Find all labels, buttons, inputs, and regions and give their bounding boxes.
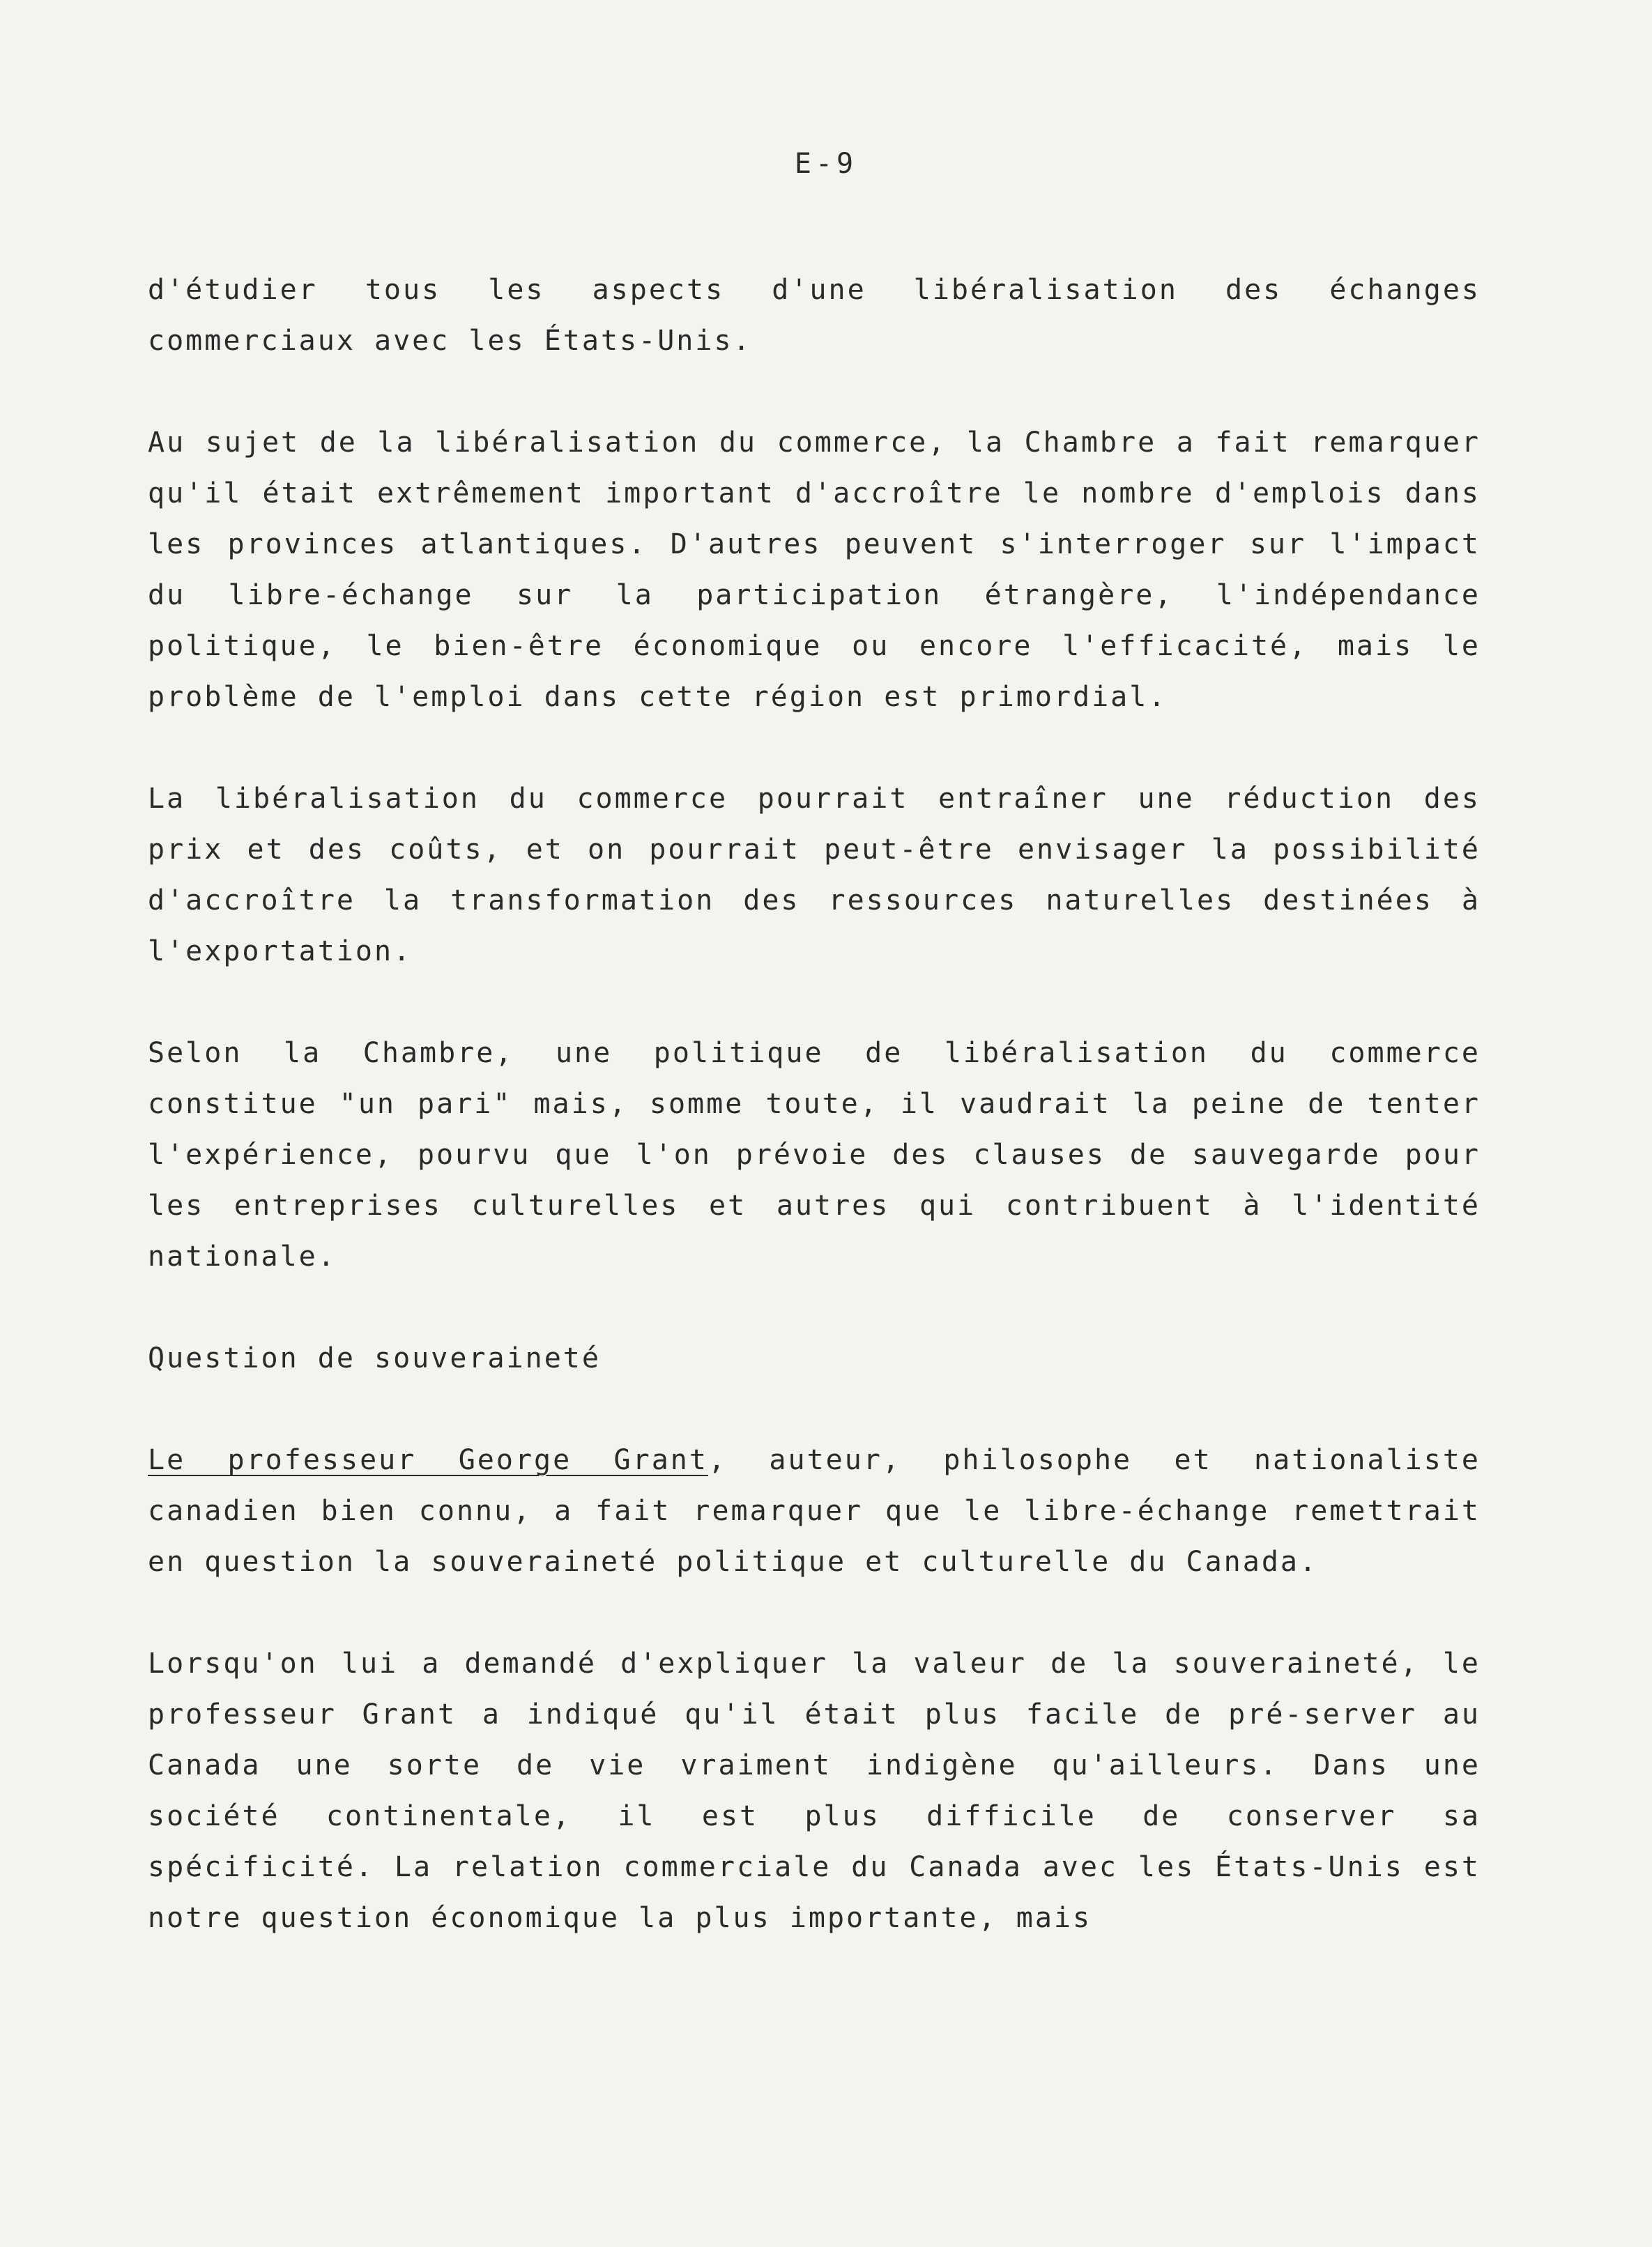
speaker-name: Le professeur George Grant <box>148 1444 708 1476</box>
paragraph-grant <box>148 1435 1481 1588</box>
paragraph-1: d'étudier tous les aspects d'une libéralisation des échanges commerciaux avec les États-Unis. <box>148 274 1481 357</box>
paragraph-3: La libéralisation du commerce pourrait entraîner une réduction des prix et des coûts, et on pourrait peut-être envisager la possibilité d'accroître la transformation des ressources naturelles destinées à l'exportation. <box>148 783 1481 967</box>
paragraph-final: Lorsqu'on lui a demandé d'expliquer la valeur de la souveraineté, le professeur Grant a indiqué qu'il était plus facile de pré-server au Canada une sorte de vie vraiment indigène qu'ailleurs. Dans une société continentale, il est plus difficile de conserver sa spécificité. La relation commerciale du Canada avec les États-Unis est notre question économique la plus importante, mais <box>148 1648 1481 1934</box>
grant-paragraph-text: , auteur, philosophe et nationaliste canadien bien connu, a fait remarquer que le libre-échange remettrait en question la souveraineté politique et culturelle du Canada. <box>148 1444 1481 1578</box>
document-body <box>148 265 1481 1944</box>
page-number: E-9 <box>794 148 858 180</box>
paragraph-4: Selon la Chambre, une politique de libéralisation du commerce constitue "un pari" mais, somme toute, il vaudrait la peine de tenter l'expérience, pourvu que l'on prévoie des clauses de sauvegarde pour les entreprises culturelles et autres qui contribuent à l'identité nationale. <box>148 1037 1481 1273</box>
paragraph-2: Au sujet de la libéralisation du commerce, la Chambre a fait remarquer qu'il était extrêmement important d'accroître le nombre d'emplois dans les provinces atlantiques. D'autres peuvent s'interroger sur l'impact du libre-échange sur la participation étrangère, l'indépendance politique, le bien-être économique ou encore l'efficacité, mais le problème de l'emploi dans cette région est primordial. <box>148 427 1481 713</box>
section-heading: Question de souveraineté <box>148 1342 601 1374</box>
